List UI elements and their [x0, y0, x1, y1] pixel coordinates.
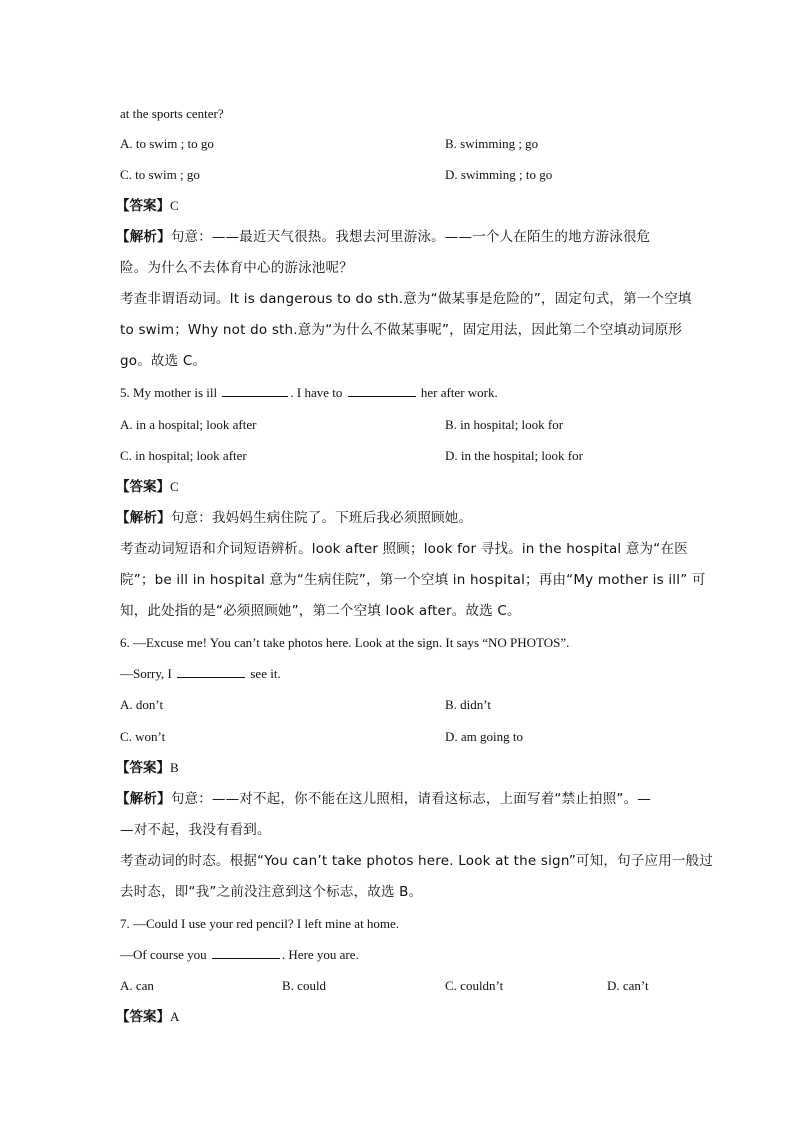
answer-blank: [212, 946, 280, 959]
answer-line: [116, 759, 179, 777]
question-stem-continuation: at the sports center?: [120, 106, 224, 121]
stem-text: . I have to: [290, 385, 343, 400]
stem-text: 5. My mother is ill: [120, 385, 218, 400]
stem-text: . Here you are.: [281, 947, 359, 962]
analysis-text: 考查非谓语动词。It is dangerous to do sth.意为“做某事是危险的”，固定句式，第一个空填: [120, 291, 692, 307]
answer-tag: 【答案】: [116, 479, 170, 495]
analysis-text: —对不起，我没有看到。: [120, 822, 271, 838]
option-a: A. in a hospital; look after: [120, 417, 257, 432]
answer-blank: [177, 665, 245, 678]
answer-blank: [348, 384, 416, 397]
option-d: D. can’t: [607, 978, 649, 993]
analysis-tag: 【解析】: [116, 791, 171, 807]
question-6-stem: 6. —Excuse me! You can’t take photos here. Look at the sign. It says “NO PHOTOS”.: [120, 635, 570, 650]
option-a: A. don’t: [120, 697, 164, 712]
answer-tag: 【答案】: [116, 198, 170, 214]
answer-line: [116, 478, 179, 496]
answer-value: B: [170, 760, 179, 775]
option-c: C. won’t: [120, 729, 166, 744]
question-7-stem: 7. —Could I use your red pencil? I left mine at home.: [120, 916, 400, 931]
answer-line: [116, 1008, 179, 1026]
stem-text: —Sorry, I: [120, 666, 172, 681]
option-b: B. in hospital; look for: [445, 417, 564, 432]
question-6-stem-reply: [120, 665, 281, 683]
option-a: A. can: [120, 978, 154, 993]
analysis-text: 险。为什么不去体育中心的游泳池呢？: [120, 260, 353, 276]
analysis-line: [116, 790, 651, 808]
analysis-line: [116, 509, 472, 527]
option-a: A. to swim ; to go: [120, 136, 214, 151]
answer-value: C: [170, 198, 179, 213]
analysis-tag: 【解析】: [116, 510, 171, 526]
option-b: B. swimming ; go: [445, 136, 539, 151]
analysis-text: go。故选 C。: [120, 353, 207, 369]
analysis-text: to swim；Why not do sth.意为“为什么不做某事呢”，固定用法，因此第二个空填动词原形: [120, 322, 683, 338]
analysis-text: 考查动词短语和介词短语辨析。look after 照顾；look for 寻找。in the hospital 意为“在医: [120, 541, 688, 557]
answer-line: [116, 197, 179, 215]
option-d: D. swimming ; to go: [445, 167, 553, 182]
analysis-text: 去时态，即“我”之前没注意到这个标志，故选 B。: [120, 884, 423, 900]
option-c: C. to swim ; go: [120, 167, 200, 182]
analysis-text: 院”；be ill in hospital 意为“生病住院”，第一个空填 in hospital；再由“My mother is ill” 可: [120, 572, 706, 588]
analysis-text: 知，此处指的是“必须照顾她”，第二个空填 look after。故选 C。: [120, 603, 521, 619]
option-c: C. couldn’t: [445, 978, 504, 993]
option-b: B. could: [282, 978, 327, 993]
answer-tag: 【答案】: [116, 1009, 170, 1025]
analysis-text: 句意：——最近天气很热。我想去河里游泳。——一个人在陌生的地方游泳很危: [170, 229, 651, 245]
option-d: D. am going to: [445, 729, 523, 744]
stem-text: —Of course you: [120, 947, 207, 962]
option-c: C. in hospital; look after: [120, 448, 247, 463]
analysis-tag: 【解析】: [116, 229, 171, 245]
stem-text: see it.: [250, 666, 281, 681]
analysis-text: 句意：——对不起，你不能在这儿照相，请看这标志，上面写着“禁止拍照”。—: [170, 791, 651, 807]
answer-blank: [222, 384, 288, 397]
answer-value: C: [170, 479, 179, 494]
analysis-text: 考查动词的时态。根据“You can’t take photos here. Look at the sign”可知，句子应用一般过: [120, 853, 714, 869]
analysis-text: 句意：我妈妈生病住院了。下班后我必须照顾她。: [170, 510, 473, 526]
question-7-stem-reply: [120, 946, 359, 964]
question-5-stem: [120, 384, 498, 402]
option-b: B. didn’t: [445, 697, 491, 712]
option-d: D. in the hospital; look for: [445, 448, 583, 463]
answer-tag: 【答案】: [116, 760, 170, 776]
stem-text: her after work.: [420, 385, 498, 400]
answer-value: A: [170, 1009, 180, 1024]
analysis-line: [116, 228, 650, 246]
